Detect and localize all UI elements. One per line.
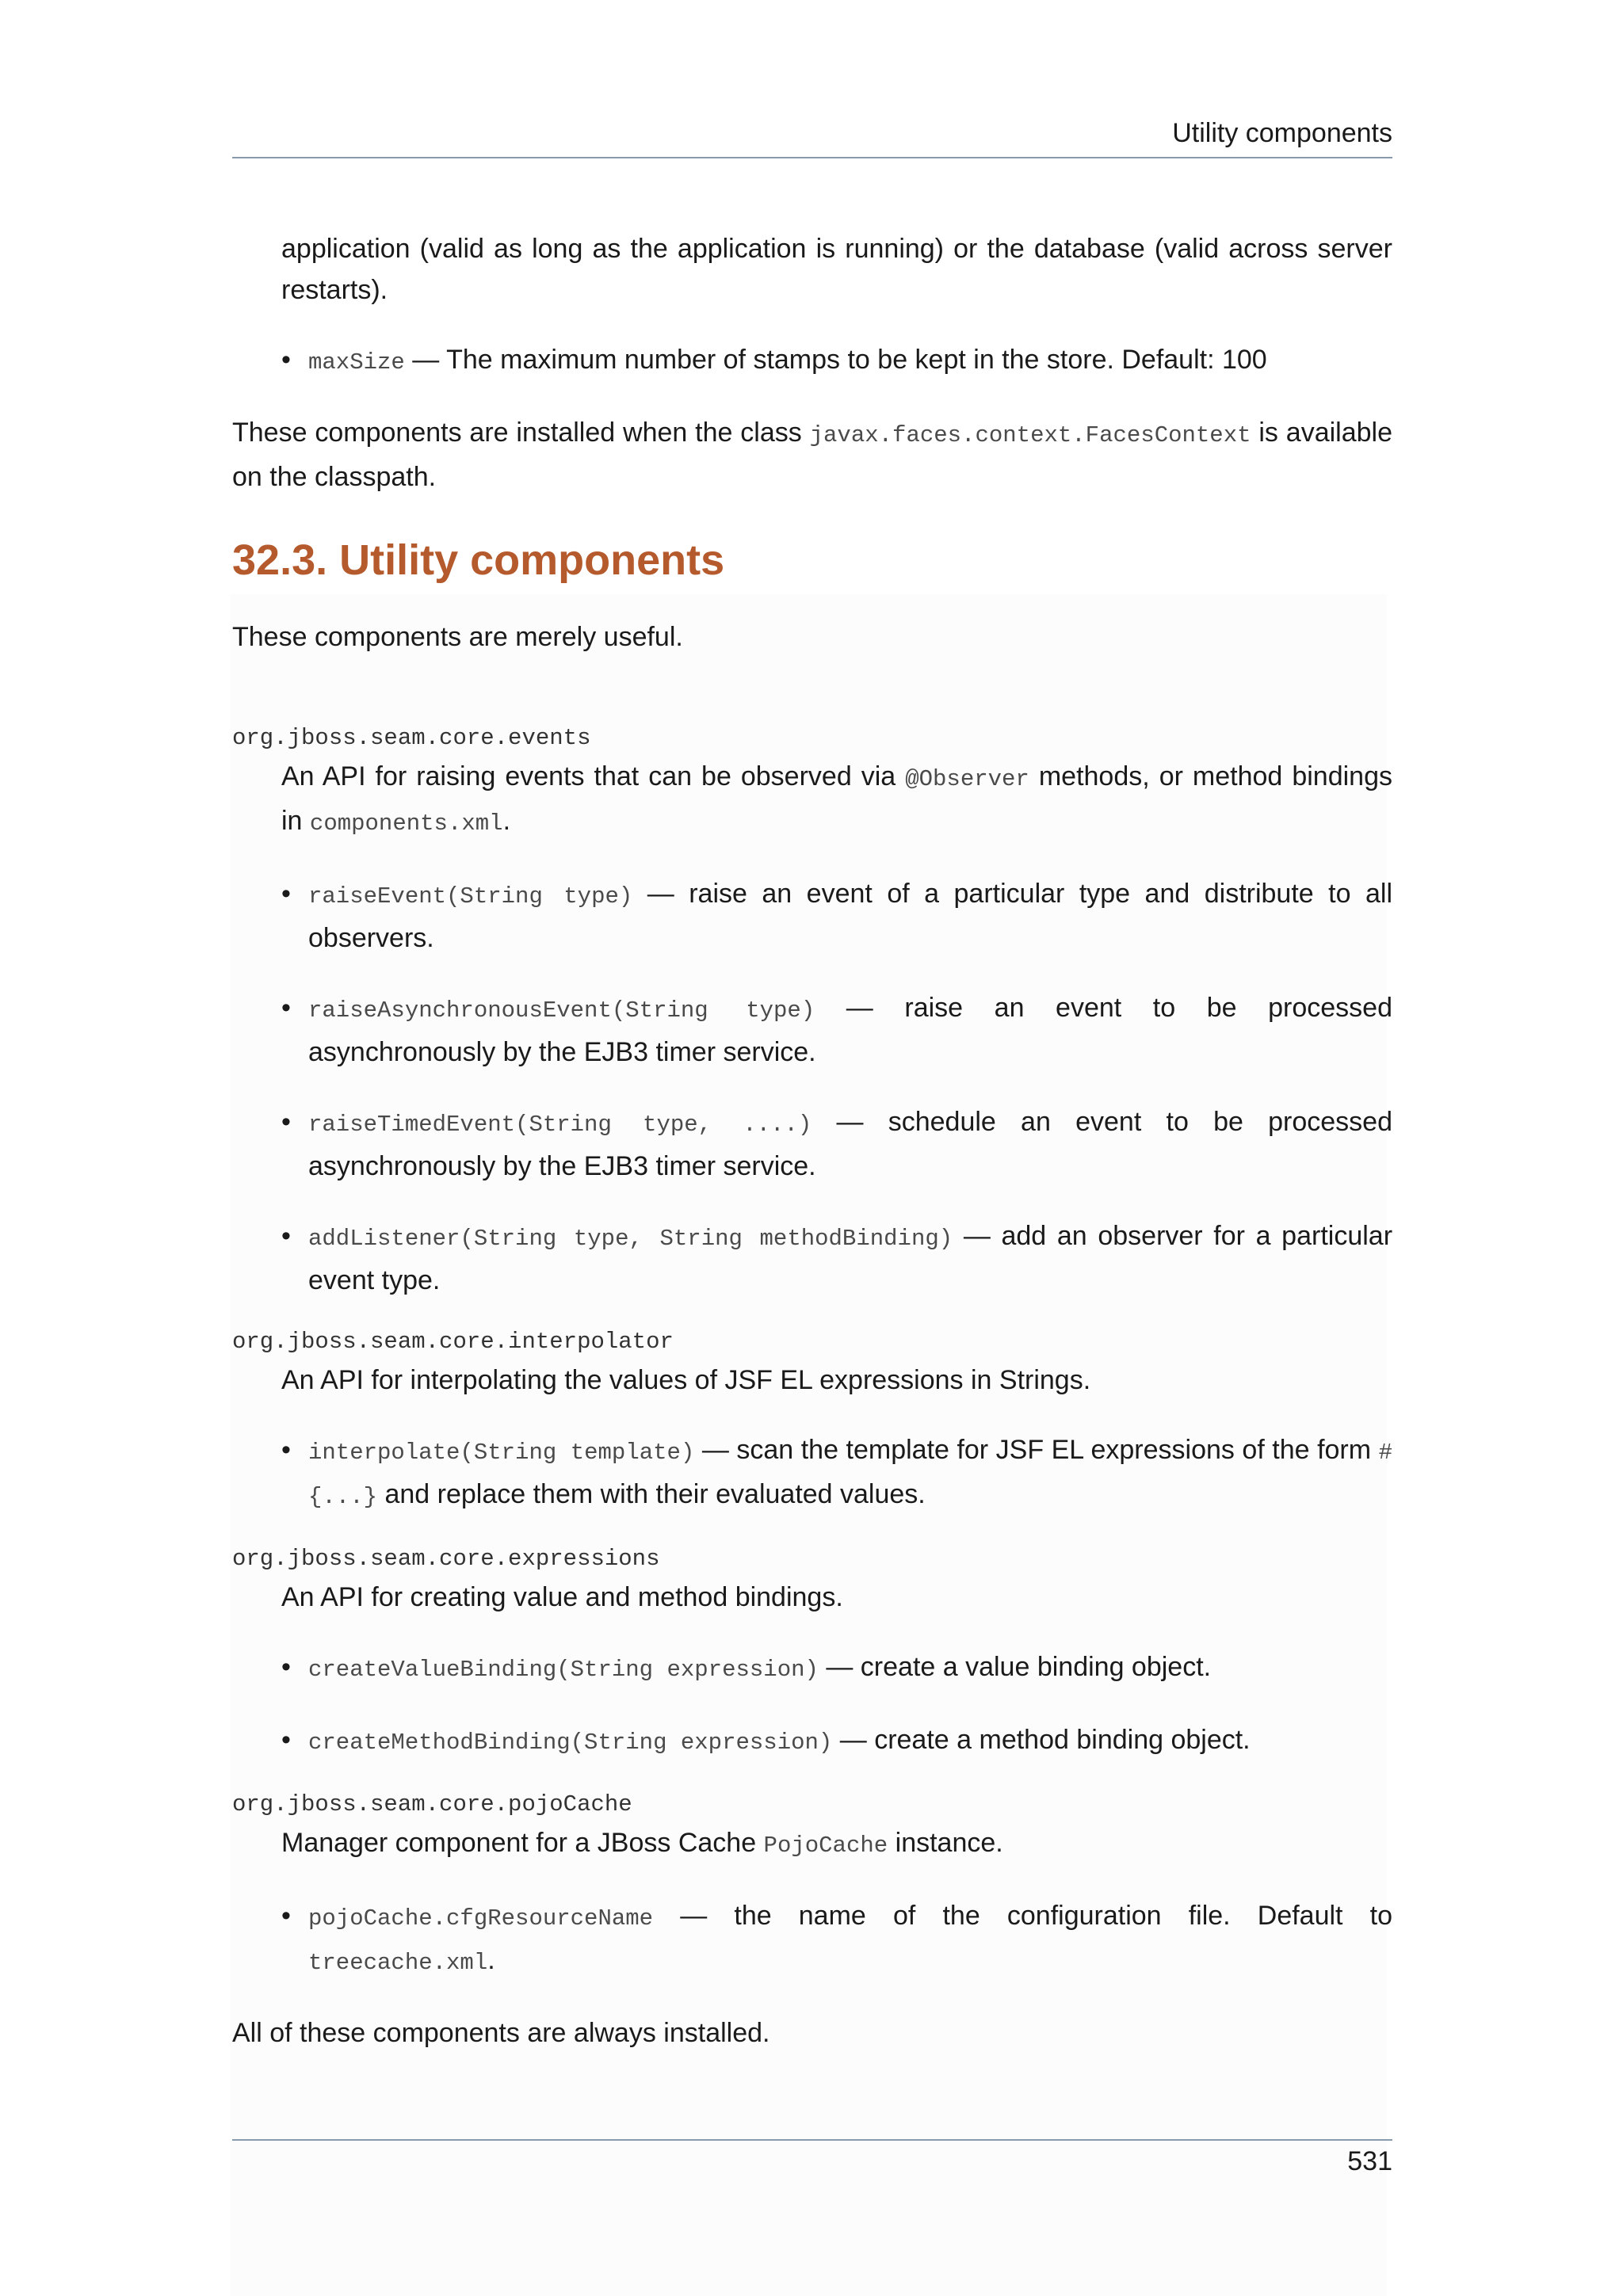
description-text: . [502,806,511,836]
install-note-text: These components are installed when the class [232,418,810,448]
term-description [281,1822,1392,1867]
bullet-icon: • [281,1901,291,1931]
list-item-text: — raise an event of a particular type and distribute to all observers. [308,879,1393,953]
continued-paragraph: application (valid as long as the application is running) or the database (valid across server restarts). [281,234,1392,305]
section-intro: These components are merely useful. [232,622,683,652]
list-item [281,339,1392,383]
description-text: An API for raising events that can be observed via [281,761,906,791]
bullet-icon: • [281,879,291,909]
list-item-text: — raise an event to be processed asynchronously by the EJB3 timer service. [308,993,1392,1067]
bullet-icon: • [281,1435,291,1465]
inline-code: addListener(String type, String methodBinding) [308,1226,953,1252]
inline-code: raiseTimedEvent(String type, ....) [308,1112,812,1138]
inline-code: pojoCache.cfgResourceName [308,1905,654,1932]
running-header [232,116,1392,158]
list-item-text: and replace them with their evaluated values. [377,1479,926,1509]
page-body [232,228,1392,2054]
footer-rule [232,2139,1392,2141]
list-item [281,873,1392,959]
page-number: 531 [1347,2146,1392,2176]
list-item [281,1646,1392,1691]
term-events: org.jboss.seam.core.events [232,725,591,751]
inline-code: interpolate(String template) [308,1440,695,1466]
list-item-text: — add an observer for a particular event type. [308,1221,1393,1295]
term-expressions: org.jboss.seam.core.expressions [232,1546,660,1572]
list-item [281,1101,1392,1187]
list-item-text: — The maximum number of stamps to be kept in the store. Default: 100 [404,345,1267,375]
bullet-icon: • [281,993,291,1023]
list-item-text: — create a value binding object. [818,1652,1212,1682]
list-item-text: — create a method binding object. [832,1725,1251,1755]
description-text: methods, or method bindings in [281,761,1392,836]
term-pojocache: org.jboss.seam.core.pojoCache [232,1791,632,1817]
description-text: Manager component for a JBoss Cache [281,1828,764,1858]
bullet-icon: • [281,1652,291,1682]
description-text: instance. [888,1828,1003,1858]
bullet-icon: • [281,345,291,375]
bullet-icon: • [281,1107,291,1137]
inline-code: #{...} [308,1440,1392,1510]
section-heading: 32.3. Utility components [232,536,725,584]
inline-code: createValueBinding(String expression) [308,1657,819,1683]
list-item [281,987,1392,1073]
list-item [281,1895,1392,1984]
inline-code: maxSize [308,349,405,376]
term-description: An API for creating value and method bindings. [281,1582,843,1612]
bullet-icon: • [281,1725,291,1755]
inline-code: components.xml [309,810,503,837]
term-description: An API for interpolating the values of JSF EL expressions in Strings. [281,1365,1091,1395]
list-item [281,1719,1392,1764]
inline-code: raiseAsynchronousEvent(String type) [308,997,815,1024]
inline-code: createMethodBinding(String expression) [308,1730,833,1756]
inline-code: treecache.xml [308,1950,488,1976]
inline-code: @Observer [905,766,1029,792]
list-item-text: . [487,1945,495,1975]
list-item [281,1215,1392,1301]
list-item-text: — schedule an event to be processed asynchronously by the EJB3 timer service. [308,1107,1392,1181]
list-item-text: — the name of the configuration file. Default to [653,1901,1392,1931]
list-item [281,1429,1392,1518]
install-note [232,412,1392,498]
inline-code: javax.faces.context.FacesContext [809,422,1251,448]
inline-code: raiseEvent(String type) [308,883,633,910]
header-title: Utility components [1172,118,1392,148]
bullet-icon: • [281,1221,291,1251]
list-item-text: — scan the template for JSF EL expressions of the form [694,1435,1379,1465]
inline-code: PojoCache [763,1833,888,1859]
term-interpolator: org.jboss.seam.core.interpolator [232,1329,674,1355]
term-description [281,756,1392,845]
closing-paragraph: All of these components are always installed. [232,2018,770,2048]
install-note-text: is available on the classpath. [232,418,1392,492]
